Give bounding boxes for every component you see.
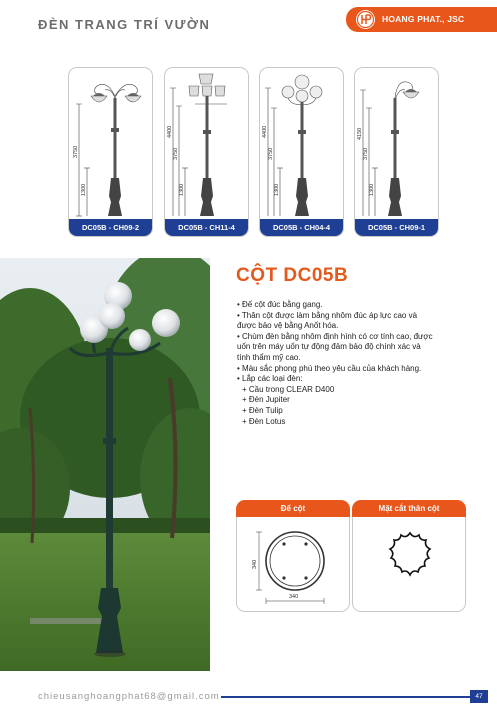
product-photo [0, 258, 210, 671]
pole-section-drawing-icon [353, 517, 467, 612]
footer-email: chieusanghoangphat68@gmail.com [38, 691, 220, 702]
feature-line: được bảo vệ bằng Anốt hóa. [237, 321, 339, 331]
dim-total-ch09-1: 4150 [357, 127, 363, 140]
dim-base-ch09-1: 1300 [369, 183, 375, 196]
lamp-option: + Đèn Tulip [242, 405, 283, 415]
page-header-title: ĐÈN TRANG TRÍ VƯỜN [38, 17, 211, 32]
dim-mid-ch04-4: 3750 [268, 147, 274, 160]
dim-base-ch11-4: 1300 [179, 183, 185, 196]
feature-line: • Đế cột đúc bằng gang. [237, 300, 323, 309]
brand-badge [346, 7, 497, 32]
feature-line: • Thân cột được làm bằng nhôm đúc áp lực cao và [237, 310, 418, 320]
pole-drawing-ch04-4-icon [260, 68, 344, 221]
dim-total-ch04-4: 4400 [262, 125, 268, 138]
dim-height: 340 [252, 559, 258, 569]
model-card-ch04-4 [259, 67, 344, 237]
section-spec-heading: Mặt cắt thân cột [352, 500, 466, 517]
dim-width: 340 [289, 594, 299, 600]
brand-logo-icon [356, 10, 375, 29]
dim-total-ch11-4: 4400 [167, 125, 173, 138]
model-label-ch11-4: DC05B - CH11-4 [165, 219, 248, 236]
base-plan-drawing-icon [237, 517, 351, 612]
feature-list [237, 300, 482, 427]
base-spec-heading: Đế cột [236, 500, 350, 517]
feature-line: tính thẩm mỹ cao. [237, 352, 301, 362]
dim-base-ch04-4: 1300 [274, 183, 280, 196]
model-label-ch09-2: DC05B - CH09-2 [69, 219, 152, 236]
dim-base-ch09-2: 1300 [81, 183, 87, 196]
feature-line: uốn trên máy uốn tự động đảm bảo độ chính xác và [237, 342, 421, 352]
brand-name: HOANG PHAT., JSC [382, 14, 465, 24]
pole-drawing-ch11-4-icon [165, 68, 249, 221]
model-label-ch04-4: DC05B - CH04-4 [260, 219, 343, 236]
page-number: 47 [470, 690, 488, 703]
base-spec-box [236, 517, 350, 612]
dim-total-ch09-2: 3750 [73, 145, 79, 158]
feature-line: • Lắp các loại đèn: [237, 374, 303, 384]
feature-line: • Chùm đèn bằng nhôm định hình có cơ tính cao, được [237, 331, 433, 341]
dim-mid-ch11-4: 3750 [173, 147, 179, 160]
model-label-ch09-1: DC05B - CH09-1 [355, 219, 438, 236]
dim-mid-ch09-1: 3750 [363, 147, 369, 160]
model-card-ch09-1 [354, 67, 439, 237]
footer-divider [221, 696, 470, 698]
pole-drawing-ch09-1-icon [355, 68, 439, 221]
lamp-option: + Đèn Jupiter [242, 395, 290, 405]
feature-line: • Màu sắc phong phú theo yêu cầu của khách hàng. [237, 363, 422, 373]
lamp-option: + Đèn Lotus [242, 416, 286, 426]
model-card-ch11-4 [164, 67, 249, 237]
section-spec-box [352, 517, 466, 612]
product-title: CỘT DC05B [236, 265, 349, 286]
lamp-option: + Cầu trong CLEAR D400 [242, 384, 335, 394]
model-card-ch09-2 [68, 67, 153, 237]
pole-drawing-ch09-2-icon [69, 68, 153, 221]
